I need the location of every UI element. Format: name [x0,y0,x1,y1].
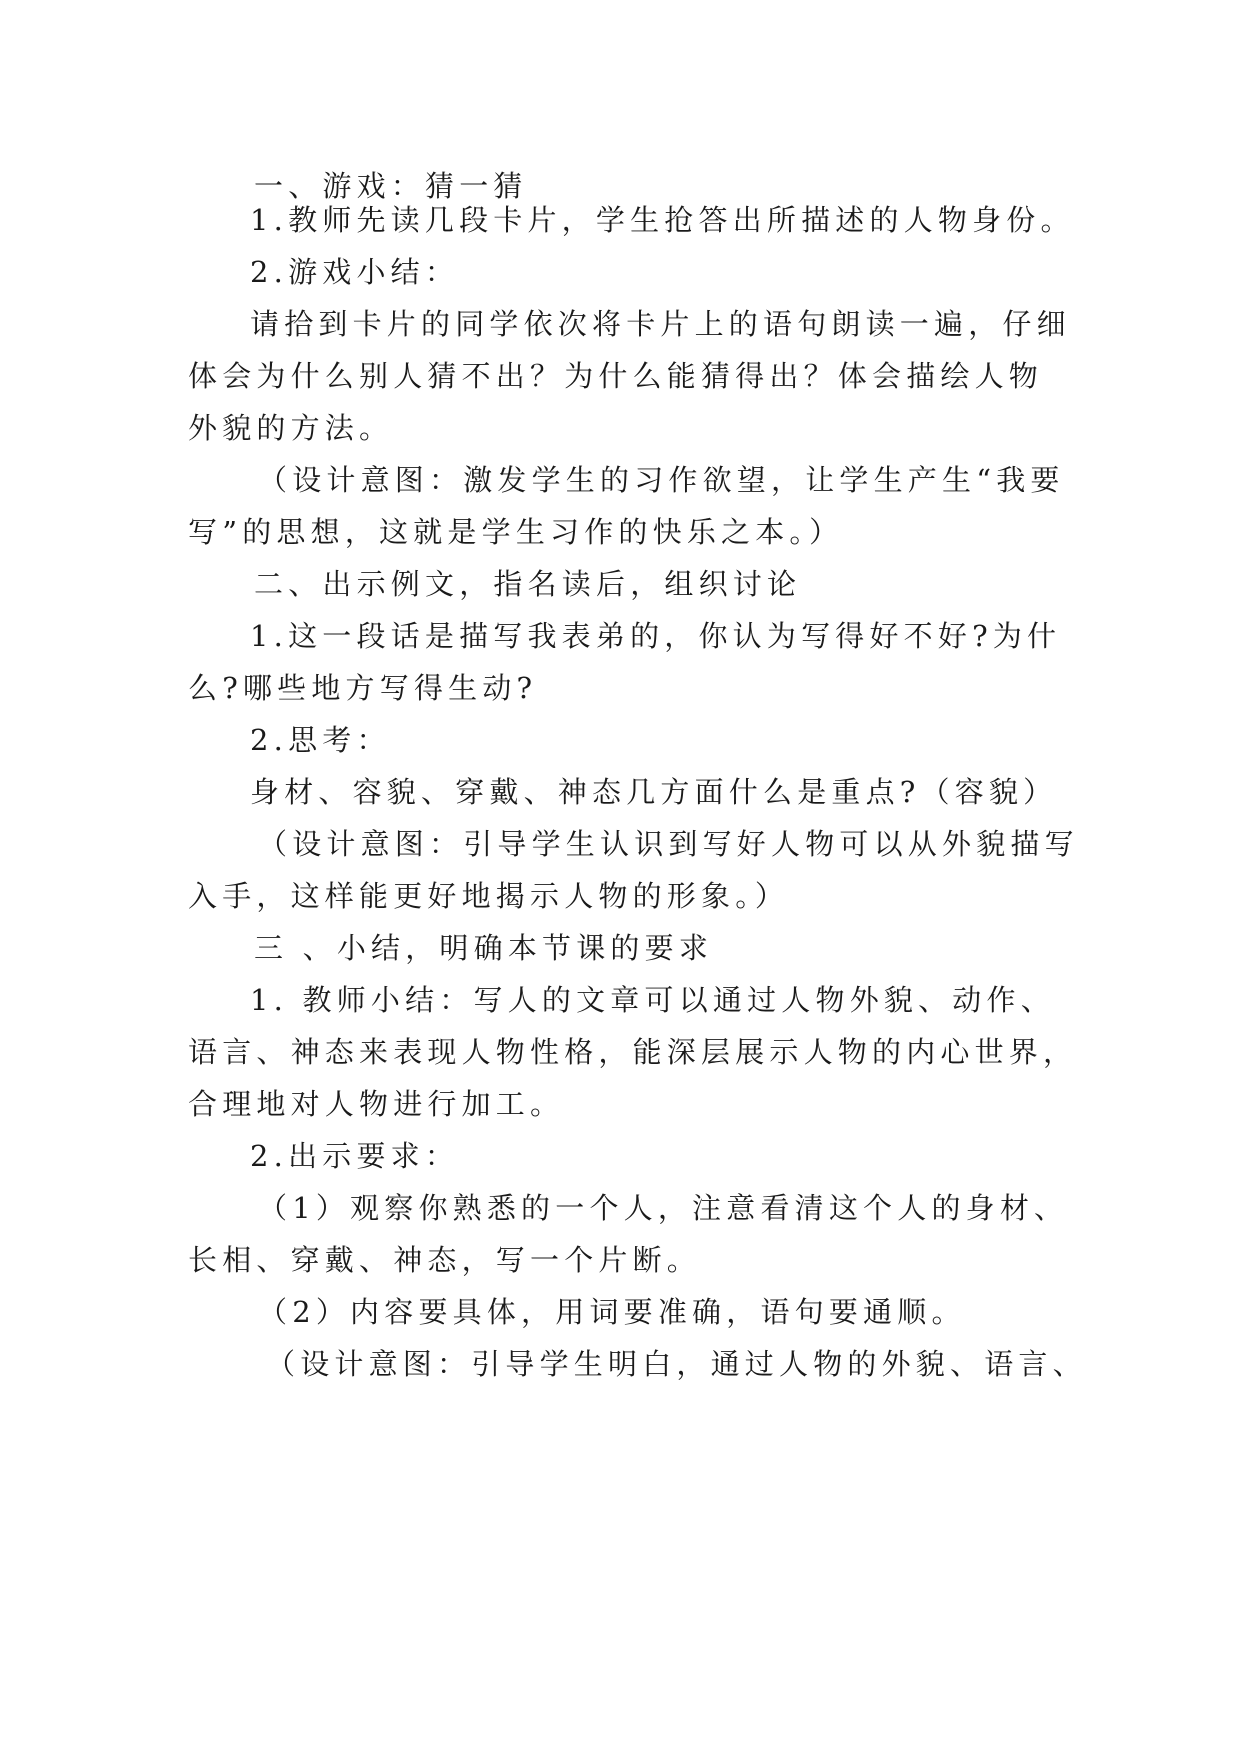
section-heading-3: 三 、小结，明确本节课的要求 [254,931,714,965]
paragraph-line: 体会为什么别人猜不出？为什么能猜得出？体会描绘人物 [188,359,1044,393]
paragraph-line: 外貌的方法。 [188,411,394,445]
paragraph-line: 1.这一段话是描写我表弟的，你认为写得好不好?为什 [250,619,1062,653]
design-intent-line: 写”的思想，这就是学生习作的快乐之本。） [188,515,844,549]
paragraph-line: 长相、穿戴、神态，写一个片断。 [188,1243,702,1277]
paragraph-line: 请拾到卡片的同学依次将卡片上的语句朗读一遍，仔细 [250,307,1071,341]
design-intent-line: （设计意图：引导学生明白，通过人物的外貌、语言、 [266,1347,1087,1381]
paragraph-line: （2）内容要具体，用词要准确，语句要通顺。 [258,1295,966,1329]
design-intent-line: （设计意图：引导学生认识到写好人物可以从外貌描写 [258,827,1079,861]
paragraph-line: 2.思考： [250,723,391,757]
paragraph-line: 合理地对人物进行加工。 [188,1087,565,1121]
section-heading-2: 二、出示例文，指名读后，组织讨论 [254,567,802,601]
design-intent-line: 入手，这样能更好地揭示人物的形象。） [188,879,790,913]
paragraph-line: 么?哪些地方写得生动? [188,671,538,705]
paragraph-line: 2.游戏小结： [250,255,460,289]
section-heading-1: 一、游戏：猜一猜 [254,169,528,203]
paragraph-line: （1）观察你熟悉的一个人，注意看清这个人的身材、 [258,1191,1069,1225]
design-intent-line: （设计意图：激发学生的习作欲望，让学生产生“我要 [258,463,1065,497]
paragraph-line: 2.出示要求： [250,1139,460,1173]
paragraph-line: 语言、神态来表现人物性格，能深层展示人物的内心世界， [188,1035,1078,1069]
paragraph-line: 身材、容貌、穿戴、神态几方面什么是重点?（容貌） [250,775,1058,809]
paragraph-line: 1.教师先读几段卡片，学生抢答出所描述的人物身份。 [250,203,1075,237]
paragraph-line: 1. 教师小结：写人的文章可以通过人物外貌、动作、 [250,983,1055,1017]
